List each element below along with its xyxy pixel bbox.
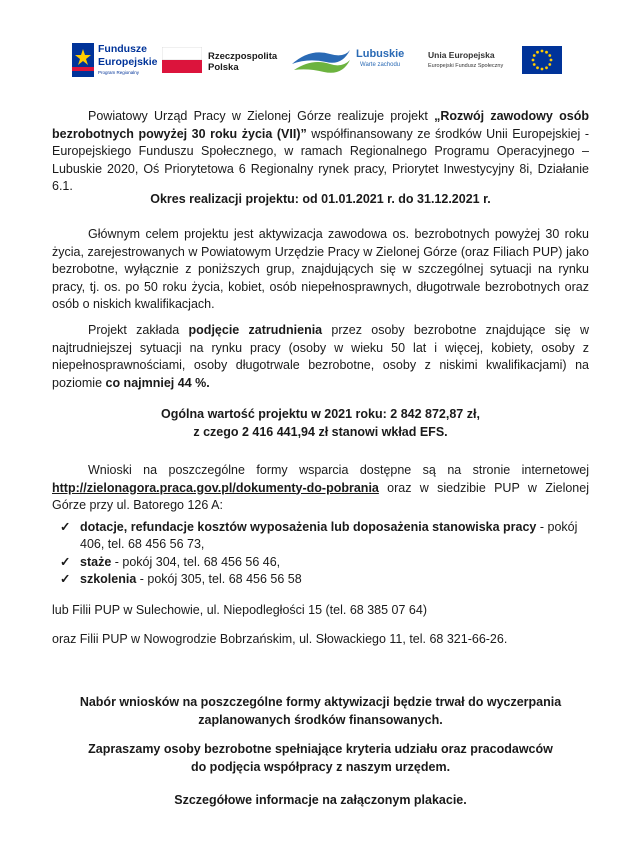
lubuskie-line2: Warte zachodu: [360, 62, 401, 68]
footer-line-1a: Nabór wniosków na poszczególne formy aktywizacji będzie trwał do wyczerpania: [79, 695, 562, 709]
branch-sulechow: lub Filii PUP w Sulechowie, ul. Niepodległości 15 (tel. 68 385 07 64): [52, 603, 427, 617]
applications-section: [52, 462, 589, 589]
list-item: [60, 554, 589, 572]
fe-line1: Fundusze: [98, 43, 147, 55]
footer-line-2b: do podjęcia współpracy z naszym urzędem.: [190, 759, 451, 774]
intro-text-1: Powiatowy Urząd Pracy w Zielonej Górze realizuje projekt: [88, 109, 435, 123]
unia-europejska-logo: [428, 40, 562, 80]
applications-text-2: oraz w siedzibie PUP w Zielonej Górze przy ul. Batorego 126 A:: [52, 480, 589, 512]
fe-line3: Program Regionalny: [98, 70, 140, 75]
assumption-bold-2: co najmniej 44 %.: [105, 375, 210, 390]
project-period: Okres realizacji projektu: od 01.01.2021 r. do 31.12.2021 r.: [150, 192, 491, 206]
goal-paragraph: Głównym celem projektu jest aktywizacja zawodowa os. bezrobotnych powyżej 30 roku życia, zarejestrowanych w Powiatowym Urzędzie Pracy w Zielonej Górze (oraz Filiach PUP) jako bezrobotne, wyłącznie z poniższych grup, znajdujących się w szczególnej sytuacji na rynku pracy, tj. os. po 50 roku życia, kobiet, osób niepełnosprawnych, długotrwale bezrobotnych oraz osób o niskich kwalifikacjach.: [52, 227, 589, 311]
footer-line-1b: zaplanowanych środków finansowanych.: [198, 712, 443, 727]
assumption-section: [52, 322, 589, 392]
list-item-title: szkolenia: [80, 572, 137, 586]
footer-section: [52, 694, 589, 729]
list-item-title: dotacje, refundacje kosztów wyposażenia lub doposażenia stanowiska pracy: [80, 519, 537, 534]
checkmark-icon: ✓: [60, 554, 71, 569]
intro-section: [52, 108, 589, 196]
assumption-paragraph: [52, 322, 589, 392]
assumption-text-1: Projekt zakłada: [88, 323, 189, 337]
logo-bar: [72, 40, 560, 80]
ue-line1: Unia Europejska: [428, 50, 495, 60]
support-forms-list: [52, 519, 589, 589]
branch-nowogrod: oraz Filii PUP w Nowogrodzie Bobrzańskim, ul. Słowackiego 11, tel. 68 321-66-26.: [52, 632, 508, 646]
intro-paragraph: [52, 108, 589, 196]
list-item: [60, 519, 589, 554]
list-item-details: - pokój 304, tel. 68 456 56 46,: [111, 554, 281, 569]
value-section: [52, 406, 589, 441]
lubuskie-logo: [290, 40, 410, 80]
goal-section: [52, 226, 589, 314]
footer-line-3: Szczegółowe informacje na załączonym plakacie.: [174, 793, 467, 807]
ue-line2: Europejski Fundusz Społeczny: [428, 63, 504, 69]
list-item: [60, 571, 589, 589]
checkmark-icon: ✓: [60, 519, 71, 534]
assumption-bold-1: podjęcie zatrudnienia: [188, 323, 323, 337]
project-title: „Rozwój zawodowy osób bezrobotnych powyżej 30 roku życia (VII)”: [52, 109, 589, 141]
branch-2-section: [52, 631, 589, 649]
documents-link[interactable]: http://zielonagora.praca.gov.pl/dokumenty-do-pobrania: [52, 480, 379, 495]
rp-line1: Rzeczpospolita: [208, 51, 278, 62]
rzeczpospolita-logo: [162, 40, 282, 80]
polish-flag-icon: [162, 47, 202, 73]
rp-line2: Polska: [208, 62, 239, 73]
invitation-section: [52, 741, 589, 776]
assumption-text-2: przez osoby bezrobotne znajdujące się w najtrudniejszej sytuacji na rynku pracy (osoby w wieku 50 lat i więcej, kobiety, osoby z niepełnosprawnościami, osoby długotrwale bezrobotne, osoby z niskimi kwalifikacjami) na poziomie: [52, 323, 589, 390]
eu-funds-star-icon: [72, 43, 94, 77]
fundusze-europejskie-logo: [72, 40, 172, 80]
lubuskie-wave-icon: [290, 44, 352, 78]
footer-line-2a: Zapraszamy osoby bezrobotne spełniające kryteria udziału oraz pracodawców: [88, 742, 553, 756]
applications-text-1: Wnioski na poszczególne formy wsparcia dostępne są na stronie internetowej: [88, 463, 589, 477]
value-line-1: Ogólna wartość projektu w 2021 roku: 2 842 872,87 zł,: [161, 407, 480, 421]
checkmark-icon: ✓: [60, 572, 71, 586]
value-line-2: z czego 2 416 441,94 zł stanowi wkład EFS.: [193, 424, 448, 439]
fe-line2: Europejskie: [98, 56, 158, 68]
details-section: [52, 792, 589, 810]
list-item-title: staże: [80, 554, 112, 569]
list-item-details: - pokój 305, tel. 68 456 56 58: [136, 572, 302, 586]
branch-1-section: [52, 602, 589, 620]
period-section: [52, 191, 589, 209]
eu-flag-icon: [522, 46, 562, 74]
list-item-details: - pokój 406, tel. 68 456 56 73,: [80, 519, 578, 551]
intro-text-2: współfinansowany ze środków Unii Europejskiej - Europejskiego Funduszu Społecznego, w ramach Regionalnego Programu Operacyjnego – Lubuskie 2020, Oś Priorytetowa 6 Regionalny rynek pracy, Priorytet Inwestycyjny 8i, Działanie 6.1.: [52, 126, 589, 193]
lubuskie-line1: Lubuskie: [356, 48, 405, 60]
applications-paragraph: [52, 462, 589, 515]
